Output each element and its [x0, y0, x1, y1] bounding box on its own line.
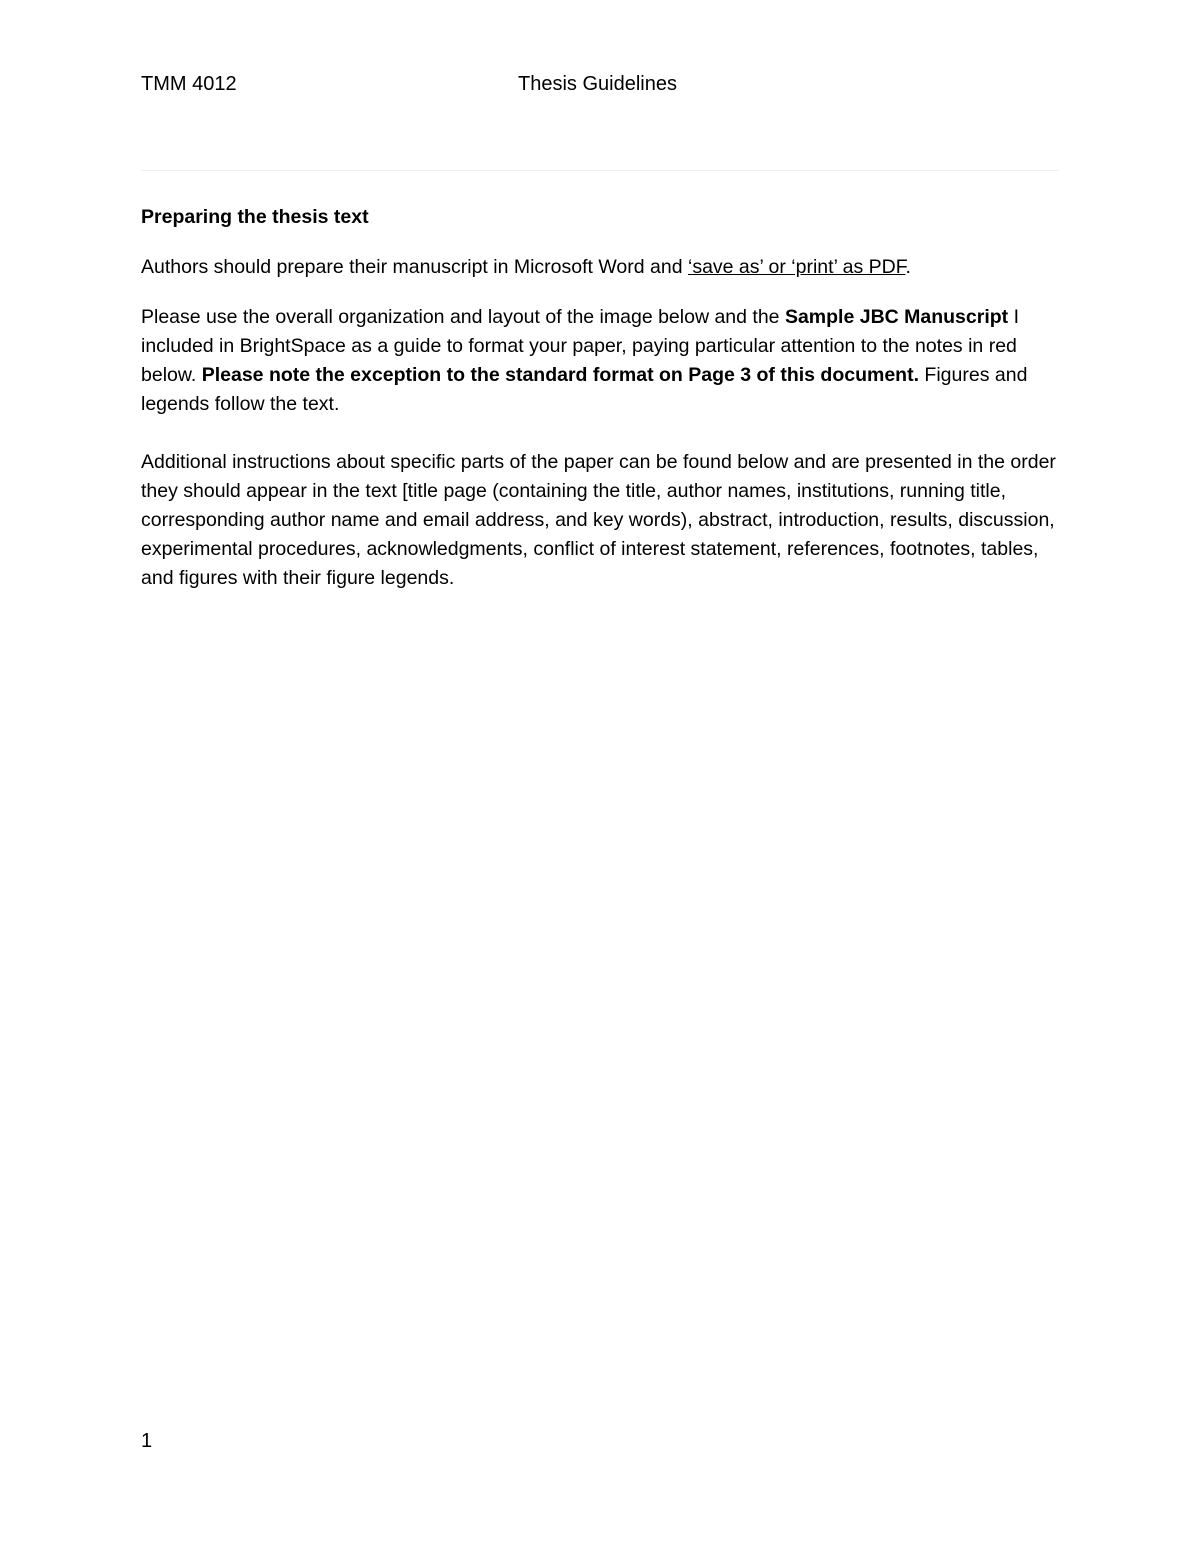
bold-text-sample-manuscript: Sample JBC Manuscript: [784, 306, 1009, 328]
section-heading: Preparing the thesis text: [141, 206, 369, 228]
paragraph-text: Authors should prepare their manuscript in Microsoft Word and: [141, 256, 688, 278]
paragraph-text: Please use the overall organization and layout of the image below and the: [141, 306, 785, 328]
paragraph-text: Figures and legends follow the text.: [141, 364, 1028, 415]
paragraph-additional-instructions: Additional instructions about specific parts of the paper can be found below and are presented in the order they should appear in the text [title page (containing the title, author names, institutions, running title, corresponding author name and email address, and key words), abstract, introduction, results, discussion, experimental procedures, acknowledgments, conflict of interest statement, references, footnotes, tables, and figures with their figure legends.: [141, 451, 1056, 589]
paragraph-text: .: [905, 256, 911, 278]
page-number: 1: [141, 1430, 153, 1452]
paragraph-layout-guide: [141, 303, 1059, 419]
header-divider: [141, 170, 1059, 171]
header-course-code: TMM 4012: [141, 73, 237, 95]
paragraph-text: I included in BrightSpace as a guide to format your paper, paying particular attention to the notes in red below.: [141, 306, 1020, 386]
paragraph-manuscript-format: [141, 253, 1059, 282]
bold-text-exception-note: Please note the exception to the standard format on Page 3 of this document.: [201, 364, 920, 386]
underlined-text: ‘save as’ or ‘print’ as PDF: [687, 256, 906, 278]
header-title: Thesis Guidelines: [518, 73, 677, 95]
document-body: [141, 203, 1059, 593]
